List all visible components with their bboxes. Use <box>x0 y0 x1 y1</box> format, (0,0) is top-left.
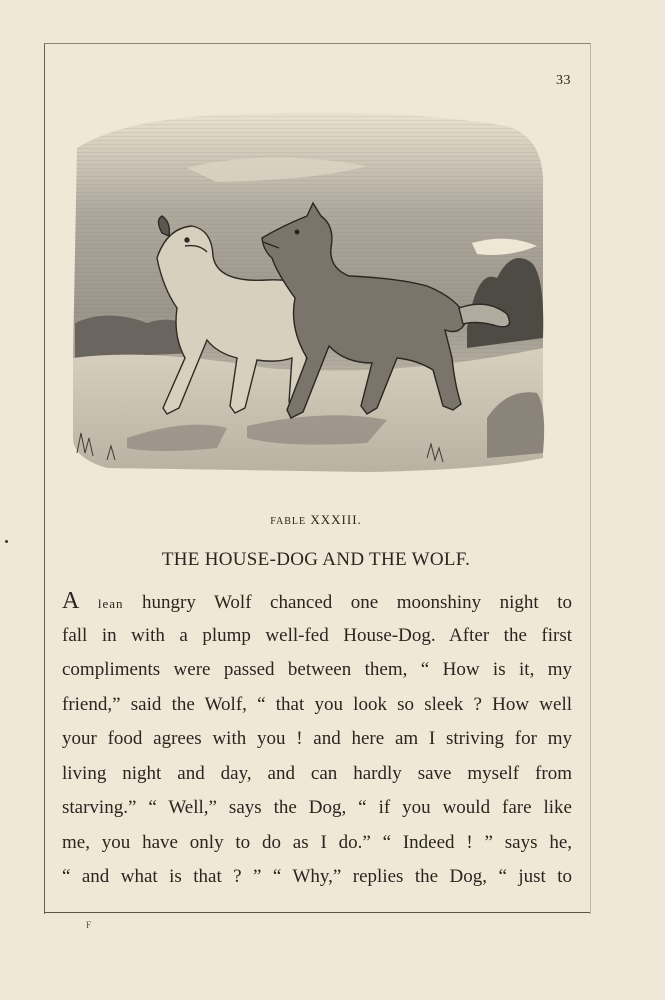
fable-title: THE HOUSE-DOG AND THE WOLF. <box>161 549 471 570</box>
fable-body <box>62 584 572 895</box>
first-word-smallcaps: lean <box>97 596 124 611</box>
fable-roman-numeral: XXXIII. <box>310 512 362 527</box>
fable-number-caption <box>0 512 632 528</box>
line-text: hungry Wolf chanced one moonshiny night to <box>123 592 572 613</box>
text-line-5: your food agrees with you ! and here am I striving for my <box>62 728 572 749</box>
text-line-8: me, you have only to do as I do.” “ Indeed ! ” says he, <box>62 831 572 853</box>
bottom-rule <box>44 912 590 913</box>
text-line-7: starving.” “ Well,” says the Dog, “ if you would fare like <box>62 797 572 818</box>
text-line-1 <box>62 584 572 619</box>
drop-cap: A <box>62 588 80 614</box>
text-line-6: living night and day, and can hardly save myself from <box>62 762 572 784</box>
dog-and-wolf-illustration <box>67 108 547 488</box>
printer-signature-mark: F <box>86 920 92 930</box>
text-line-2: fall in with a plump well-fed House-Dog. After the first <box>62 624 572 646</box>
fable-label: FABLE <box>270 516 307 527</box>
text-line-4: friend,” said the Wolf, “ that you look so sleek ? How well <box>62 693 572 715</box>
page-number: 33 <box>556 73 571 88</box>
text-line-3: compliments were passed between them, “ How is it, my <box>62 659 572 680</box>
margin-speck <box>5 540 8 543</box>
text-line-9: “ and what is that ? ” “ Why,” replies the Dog, “ just to <box>62 866 572 887</box>
